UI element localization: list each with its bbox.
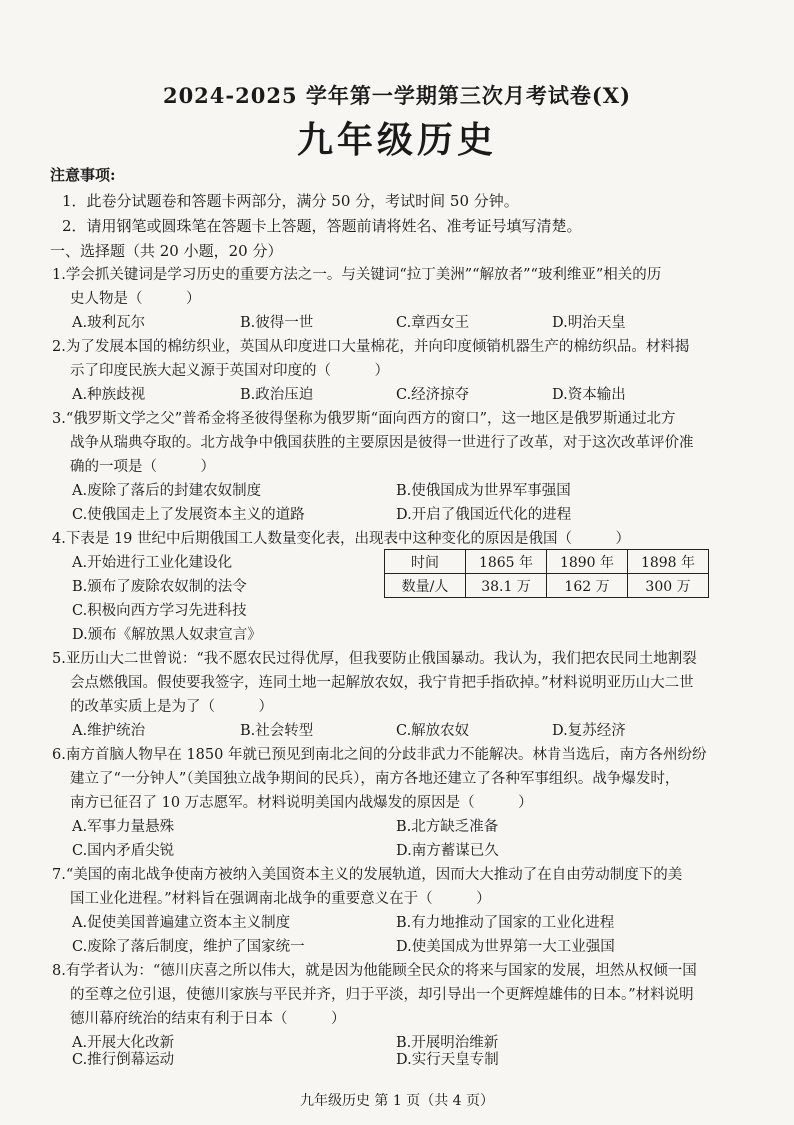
question-7-option-c: C.废除了落后制度，维护了国家统一 <box>72 939 305 955</box>
question-5-option-a: A.维护统治 <box>72 723 146 739</box>
table-cell: 162 万 <box>547 574 628 598</box>
table-cell: 1898 年 <box>628 550 709 574</box>
table-row <box>385 550 709 574</box>
question-8-option-d: D.实行天皇专制 <box>396 1052 499 1068</box>
question-5-option-c: C.解放农奴 <box>396 723 470 739</box>
question-7-option-b: B.有力地推动了国家的工业化进程 <box>396 915 615 931</box>
question-6-option-d: D.南方蓄谋已久 <box>396 843 499 859</box>
table-row <box>385 574 709 598</box>
question-8-option-c: C.推行倒幕运动 <box>72 1052 175 1068</box>
table-cell: 1865 年 <box>466 550 547 574</box>
question-5-text: 会点燃俄国。假使要我签字，连同土地一起解放农奴，我宁肯把手指砍掉。”材料说明亚历山大二世 <box>70 675 694 691</box>
question-2-option-c: C.经济掠夺 <box>396 387 470 403</box>
table-cell: 38.1 万 <box>466 574 547 598</box>
question-4-option-b: B.颁布了废除农奴制的法令 <box>72 579 247 595</box>
question-6-text: 南方已征召了 10 万志愿军。材料说明美国内战爆发的原因是（ ） <box>70 795 533 811</box>
question-1-option-a: A.玻利瓦尔 <box>72 315 146 331</box>
question-2-option-d: D.资本输出 <box>552 387 626 403</box>
question-6-text: 建立了“一分钟人”（美国独立战争期间的民兵），南方各地还建立了各种军事组织。战争爆发时， <box>70 771 680 787</box>
question-8-option-a: A.开展大化改新 <box>72 1035 175 1051</box>
question-1-text: 史人物是（ ） <box>70 291 201 307</box>
question-1-option-b: B.彼得一世 <box>240 315 314 331</box>
question-4-option-c: C.积极向西方学习先进科技 <box>72 603 247 619</box>
table-cell: 300 万 <box>628 574 709 598</box>
table-cell: 数量/人 <box>385 574 466 598</box>
question-5-option-d: D.复苏经济 <box>552 723 626 739</box>
question-2-option-a: A.种族歧视 <box>72 387 146 403</box>
question-7-text: 国工业化进程。”材料旨在强调南北战争的重要意义在于（ ） <box>70 891 491 907</box>
subject-title: 九年级历史 <box>296 119 497 161</box>
question-1-text: 1.学会抓关键词是学习历史的重要方法之一。与关键词“拉丁美洲”“解放者”“玻利维亚”相关的历 <box>52 267 662 283</box>
question-5-option-b: B.社会转型 <box>240 723 314 739</box>
notice-item: 2．请用钢笔或圆珠笔在答题卡上答题，答题前请将姓名、准考证号填写清楚。 <box>62 217 582 235</box>
table-cell: 时间 <box>385 550 466 574</box>
question-7-option-d: D.使美国成为世界第一大工业强国 <box>396 939 615 955</box>
question-5-text: 的改革实质上是为了（ ） <box>70 699 273 715</box>
question-4-text: 4.下表是 19 世纪中后期俄国工人数量变化表，出现表中这种变化的原因是俄国（ ） <box>52 531 630 547</box>
question-6-option-a: A.军事力量悬殊 <box>72 819 175 835</box>
question-3-text: 确的一项是（ ） <box>70 459 215 475</box>
question-7-option-a: A.促使美国普遍建立资本主义制度 <box>72 915 291 931</box>
question-8-option-b: B.开展明治维新 <box>396 1035 499 1051</box>
question-4-option-a: A.开始进行工业化建设化 <box>72 555 233 571</box>
question-2-text: 2.为了发展本国的棉纺织业，英国从印度进口大量棉花，并向印度倾销机器生产的棉纺织品。材料揭 <box>52 339 690 355</box>
question-6-option-b: B.北方缺乏准备 <box>396 819 499 835</box>
question-8-text: 8.有学者认为：“德川庆喜之所以伟大，就是因为他能顾全民众的将来与国家的发展，坦然从权倾一国 <box>52 963 697 979</box>
question-3-option-a: A.废除了落后的封建农奴制度 <box>72 483 262 499</box>
page-footer: 九年级历史 第 1 页（共 4 页） <box>299 1093 495 1109</box>
question-1-option-d: D.明治天皇 <box>552 315 626 331</box>
question-7-text: 7.“美国的南北战争使南方被纳入美国资本主义的发展轨道，因而大大推动了在自由劳动制度下的美 <box>52 867 683 883</box>
question-6-option-c: C.国内矛盾尖锐 <box>72 843 175 859</box>
question-2-text: 示了印度民族大起义源于英国对印度的（ ） <box>70 363 389 379</box>
question-3-option-b: B.使俄国成为世界军事强国 <box>396 483 571 499</box>
question-3-text: 战争从瑞典夺取的。北方战争中俄国获胜的主要原因是彼得一世进行了改革，对于这次改革评价准 <box>70 435 694 451</box>
exam-title: 2024-2025 学年第一学期第三次月考试卷(X) <box>162 83 632 108</box>
notice-item: 1．此卷分试题卷和答题卡两部分，满分 50 分，考试时间 50 分钟。 <box>62 192 519 210</box>
question-5-text: 5.亚历山大二世曾说：“我不愿农民过得优厚，但我要防止俄国暴动。我认为，我们把农民同土地割裂 <box>52 651 697 667</box>
question-8-text: 德川幕府统治的结束有利于日本（ ） <box>70 1011 346 1027</box>
question-6-text: 6.南方首脑人物早在 1850 年就已预见到南北之间的分歧非武力不能解决。林肯当选后，南方各州纷纷 <box>52 747 707 763</box>
question-3-option-c: C.使俄国走上了发展资本主义的道路 <box>72 507 305 523</box>
question-1-option-c: C.章西女王 <box>396 315 470 331</box>
question-3-text: 3.“俄罗斯文学之父”普希金将圣彼得堡称为俄罗斯“面向西方的窗口”，这一地区是俄罗斯通过北方 <box>52 411 676 427</box>
question-8-text: 的至尊之位引退，使德川家族与平民并齐，归于平淡，却引导出一个更辉煌雄伟的日本。”材料说明 <box>70 987 694 1003</box>
question-4-option-d: D.颁布《解放黑人奴隶宣言》 <box>72 627 262 643</box>
question-2-option-b: B.政治压迫 <box>240 387 314 403</box>
worker-count-table <box>384 549 709 598</box>
notice-heading: 注意事项: <box>50 166 116 184</box>
table-cell: 1890 年 <box>547 550 628 574</box>
question-3-option-d: D.开启了俄国近代化的进程 <box>396 507 572 523</box>
section-heading: 一、选择题（共 20 小题，20 分） <box>50 242 283 260</box>
